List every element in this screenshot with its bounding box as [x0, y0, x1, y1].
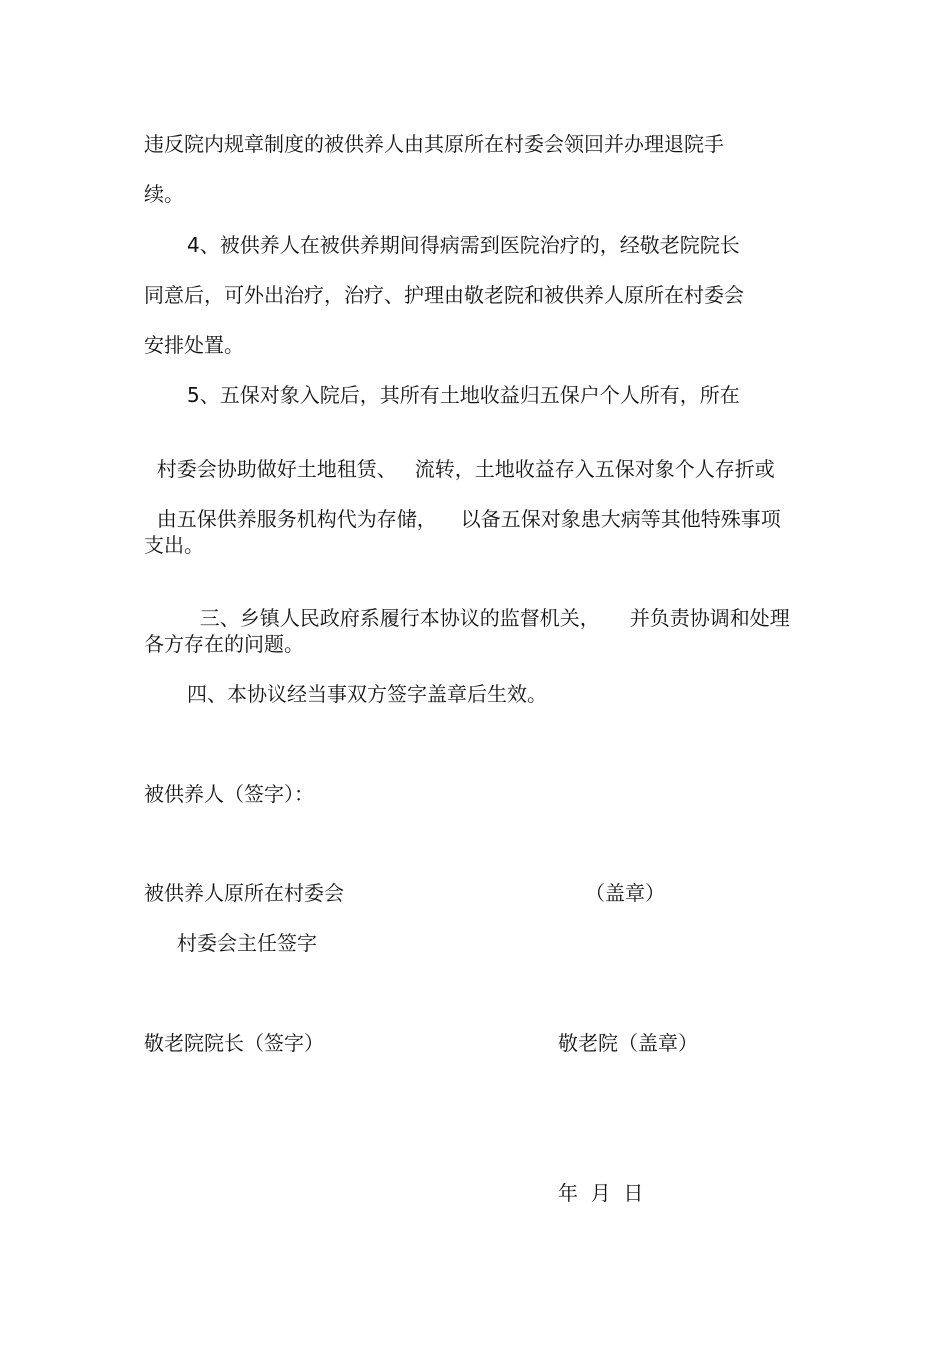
text-segment: 并负责协调和处理 [629, 606, 790, 630]
village-committee-label: 被供养人原所在村委会 [144, 881, 344, 905]
section-4-line: 四、本协议经当事双方签字盖章后生效。 [187, 682, 547, 706]
village-seal-label: （盖章） [585, 881, 665, 905]
body-line: 续。 [144, 182, 184, 206]
clause-5-line: 5、五保对象入院后，其所有土地收益归五保户个人所有，所在 [187, 383, 740, 407]
body-line: 各方存在的问题。 [144, 632, 304, 656]
body-line: 同意后，可外出治疗，治疗、护理由敬老院和被供养人原所在村委会 [144, 283, 744, 307]
section-3-line [187, 582, 790, 630]
director-signature-label: 村委会主任签字 [177, 931, 317, 955]
home-head-signature-label: 敬老院院长（签字） [144, 1031, 324, 1055]
body-line: 违反院内规章制度的被供养人由其原所在村委会领回并办理退院手 [144, 132, 724, 156]
text-segment: 流转，土地收益存入五保对象个人存折或 [414, 457, 775, 481]
body-line: 安排处置。 [144, 333, 244, 357]
body-line: 支出。 [144, 533, 204, 557]
text-segment: 三、乡镇人民政府系履行本协议的监督机关， [199, 606, 600, 630]
dependent-signature-label: 被供养人（签字）： [144, 782, 314, 806]
text-segment: 以备五保对象患大病等其他特殊事项 [460, 507, 781, 531]
body-line [144, 433, 775, 481]
body-line [144, 483, 781, 531]
home-seal-label: 敬老院（盖章） [558, 1031, 698, 1055]
text-segment: 村委会协助做好土地租赁、 [156, 457, 397, 481]
clause-4-line: 4、被供养人在被供养期间得病需到医院治疗的，经敬老院院长 [187, 233, 740, 257]
text-segment: 由五保供养服务机构代为存储， [156, 507, 437, 531]
date-line: 年 月 日 [558, 1181, 644, 1205]
